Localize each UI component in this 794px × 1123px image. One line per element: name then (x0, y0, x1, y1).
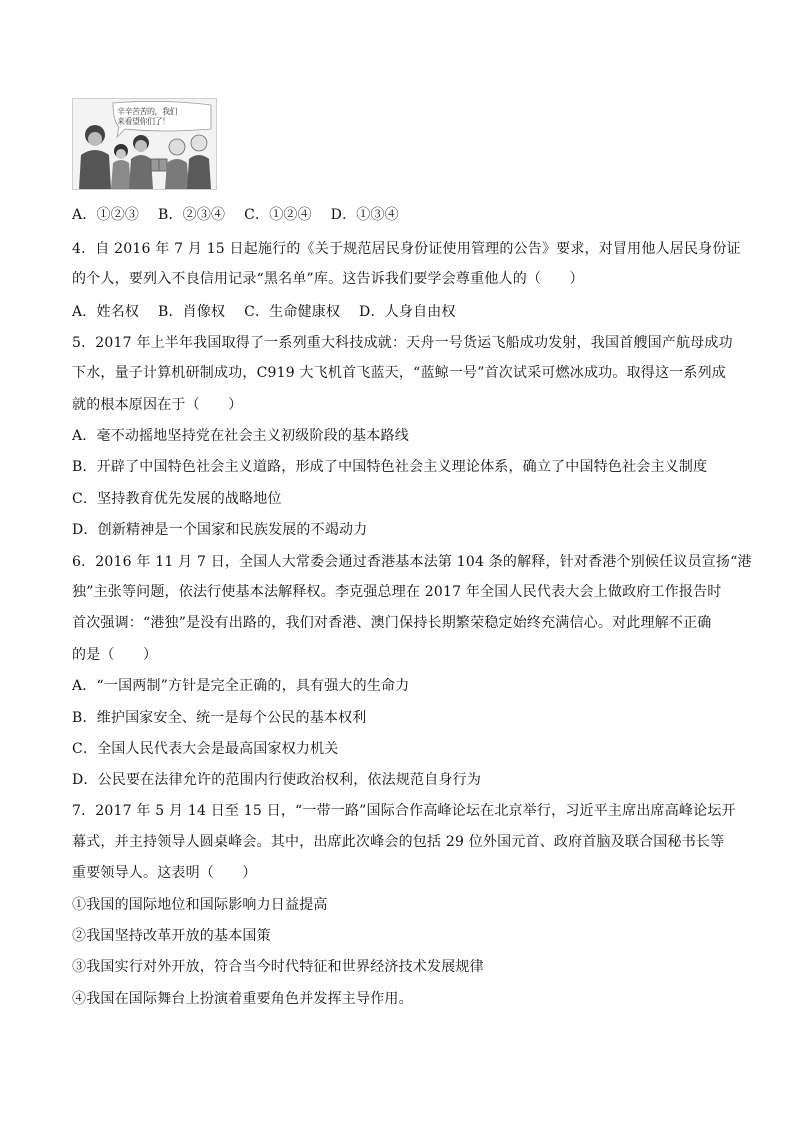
q7-stem-line-1: 7．2017 年 5 月 14 日至 15 日，“一带一路”国际合作高峰论坛在北京举行，习近平主席出席高峰论坛开 (72, 803, 736, 819)
q7-item-1: ①我国的国际地位和国际影响力日益提高 (72, 897, 328, 913)
q7-stem-line-3: 重要领导人。这表明（ ） (72, 865, 257, 881)
q5-option-c: C．坚持教育优先发展的战略地位 (72, 491, 282, 507)
q4-stem-line-2: 的个人，要列入不良信用记录“黑名单”库。这告诉我们要学会尊重他人的（ ） (72, 271, 584, 287)
q6-stem-line-2: 独”主张等问题，依法行使基本法解释权。李克强总理在 2017 年全国人民代表大会上做政府工作报告时 (72, 584, 722, 600)
q5-option-a: A．毫不动摇地坚持党在社会主义初级阶段的基本路线 (72, 428, 409, 444)
q6-option-a: A．“一国两制”方针是完全正确的，具有强大的生命力 (72, 678, 410, 694)
q3-options: A．①②③ B．②③④ C．①②④ D．①③④ (72, 207, 399, 223)
q5-stem-line-1: 5．2017 年上半年我国取得了一系列重大科技成就：天舟一号货运飞船成功发射，我国首艘国产航母成功 (72, 335, 733, 351)
q5-option-b: B．开辟了中国特色社会主义道路，形成了中国特色社会主义理论体系，确立了中国特色社会主义制度 (72, 459, 708, 475)
cartoon-caption-line-2: 来看望你们了！ (117, 117, 170, 126)
cartoon-caption (117, 107, 213, 127)
q6-stem-line-3: 首次强调：“港独”是没有出路的，我们对香港、澳门保持长期繁荣稳定始终充满信心。对此理解不正确 (72, 615, 712, 631)
q6-option-d: D．公民要在法律允许的范围内行使政治权利，依法规范自身行为 (72, 772, 482, 788)
q6-option-c: C．全国人民代表大会是最高国家权力机关 (72, 741, 339, 757)
q7-item-2: ②我国坚持改革开放的基本国策 (72, 928, 271, 944)
q6-option-b: B．维护国家安全、统一是每个公民的基本权利 (72, 710, 367, 726)
q7-item-3: ③我国实行对外开放，符合当今时代特征和世界经济技术发展规律 (72, 959, 484, 975)
q6-stem-line-1: 6．2016 年 11 月 7 日，全国人大常委会通过香港基本法第 104 条的解释，针对香港个别候任议员宣扬“港 (72, 554, 752, 570)
q6-stem-line-4: 的是（ ） (72, 647, 158, 663)
q4-stem-line-1: 4．自 2016 年 7 月 15 日起施行的《关于规范居民身份证使用管理的公告》要求，对冒用他人居民身份证 (72, 241, 741, 257)
q7-stem-line-2: 幕式，并主持领导人圆桌峰会。其中，出席此次峰会的包括 29 位外国元首、政府首脑及联合国秘书长等 (72, 834, 725, 850)
q5-stem-line-2: 下水，量子计算机研制成功，C919 大飞机首飞蓝天，“蓝鲸一号”首次试采可燃冰成功。取得这一系列成 (72, 365, 726, 381)
q5-option-d: D．创新精神是一个国家和民族发展的不竭动力 (72, 522, 368, 538)
q5-stem-line-3: 就的根本原因在于（ ） (72, 397, 243, 413)
q7-item-4: ④我国在国际舞台上扮演着重要角色并发挥主导作用。 (72, 991, 413, 1007)
cartoon-image (72, 98, 217, 190)
q4-options: A．姓名权 B．肖像权 C．生命健康权 D．人身自由权 (72, 304, 456, 320)
cartoon-caption-line-1: 辛辛苦苦的，我们 (117, 107, 177, 116)
